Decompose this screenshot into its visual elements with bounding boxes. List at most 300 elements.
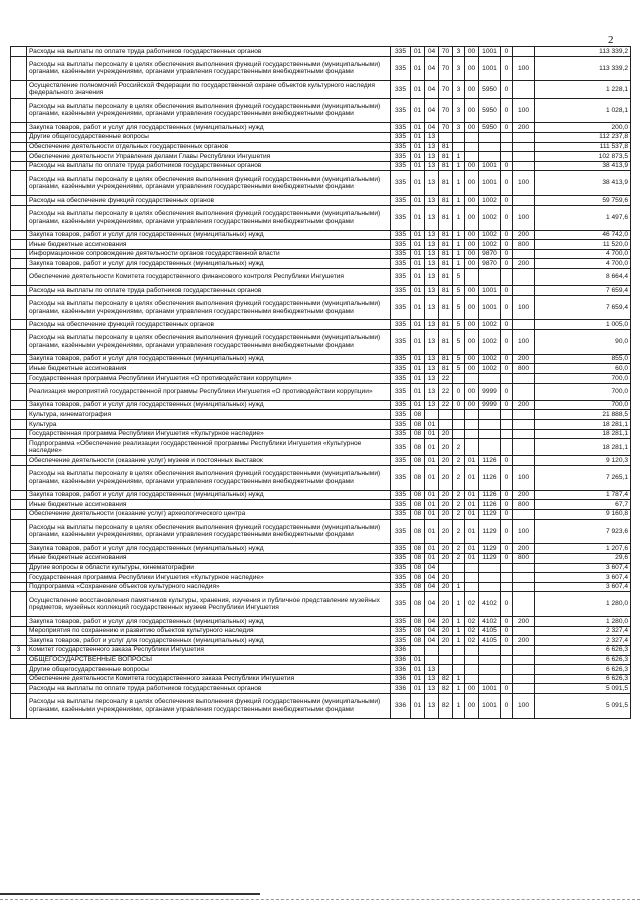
section-code-cell: 01	[411, 286, 425, 296]
expense-type-cell	[513, 582, 535, 592]
subprogram-code-cell: 1	[453, 626, 465, 636]
subprogram-code-cell	[453, 645, 465, 655]
subsection-code-cell: 13	[425, 684, 439, 694]
expense-type-cell	[513, 410, 535, 420]
subsection-code-cell: 13	[425, 674, 439, 684]
table-row	[11, 582, 631, 592]
subsection-code-cell: 04	[425, 563, 439, 573]
ministry-code-cell: 335	[391, 249, 411, 259]
index-cell	[11, 563, 27, 573]
main-event-code-cell: 02	[465, 626, 479, 636]
table-row	[11, 320, 631, 330]
amount-cell: 3 607,4	[535, 563, 631, 573]
amount-cell: 5 091,5	[535, 684, 631, 694]
table-row	[11, 354, 631, 364]
direction-code-cell: 1002	[479, 196, 501, 206]
suffix-code-cell: 0	[501, 123, 513, 133]
program-code-cell: 20	[439, 553, 453, 563]
section-code-cell: 08	[411, 582, 425, 592]
expense-type-cell: 200	[513, 544, 535, 554]
expense-type-cell: 200	[513, 354, 535, 364]
name-cell: Информационное сопровождение деятельности органов государственной власти	[27, 249, 391, 259]
subsection-code-cell: 01	[425, 509, 439, 519]
main-event-code-cell: 01	[465, 490, 479, 500]
name-cell: Расходы на выплаты по оплате труда работников государственных органов	[27, 161, 391, 171]
table-row	[11, 592, 631, 617]
name-cell: Обеспечение деятельности Управления делами Главы Республики Ингушетия	[27, 152, 391, 162]
direction-code-cell: 1002	[479, 205, 501, 230]
suffix-code-cell: 0	[501, 383, 513, 400]
name-cell: Расходы на выплаты персоналу в целях обеспечения выполнения функций государственными (муниципальными) органами, казёнными учреждениями, органами управления государственными внебюджетными фондами	[27, 466, 391, 491]
program-code-cell	[439, 563, 453, 573]
expense-type-cell: 100	[513, 295, 535, 320]
suffix-code-cell: 0	[501, 626, 513, 636]
index-cell	[11, 152, 27, 162]
expense-type-cell: 200	[513, 636, 535, 646]
expense-type-cell	[513, 420, 535, 430]
subsection-code-cell: 13	[425, 383, 439, 400]
index-cell	[11, 123, 27, 133]
main-event-code-cell	[465, 420, 479, 430]
suffix-code-cell: 0	[501, 205, 513, 230]
main-event-code-cell: 00	[465, 98, 479, 123]
program-code-cell: 20	[439, 573, 453, 583]
name-cell: Закупка товаров, работ и услуг для государственных (муниципальных) нужд	[27, 617, 391, 627]
suffix-code-cell	[501, 410, 513, 420]
amount-cell: 113 339,2	[535, 47, 631, 57]
direction-code-cell: 1002	[479, 364, 501, 374]
subsection-code-cell: 13	[425, 161, 439, 171]
main-event-code-cell	[465, 439, 479, 456]
index-cell	[11, 582, 27, 592]
section-code-cell: 08	[411, 636, 425, 646]
name-cell: Расходы на выплаты персоналу в целях обеспечения выполнения функций государственными (муниципальными) органами, казёнными учреждениями, органами управления государственными внебюджетными фондами	[27, 295, 391, 320]
subprogram-code-cell: 2	[453, 500, 465, 510]
suffix-code-cell: 0	[501, 320, 513, 330]
name-cell: Другие общегосударственные вопросы	[27, 665, 391, 675]
amount-cell: 200,0	[535, 123, 631, 133]
index-cell	[11, 509, 27, 519]
section-code-cell: 01	[411, 259, 425, 269]
direction-code-cell	[479, 439, 501, 456]
table-row	[11, 123, 631, 133]
ministry-code-cell: 335	[391, 374, 411, 384]
amount-cell: 112 237,8	[535, 132, 631, 142]
table-row	[11, 626, 631, 636]
table-row	[11, 132, 631, 142]
program-code-cell: 20	[439, 519, 453, 544]
ministry-code-cell: 335	[391, 490, 411, 500]
table-row	[11, 330, 631, 355]
table-row	[11, 98, 631, 123]
subsection-code-cell: 13	[425, 268, 439, 285]
index-cell	[11, 268, 27, 285]
subsection-code-cell	[425, 410, 439, 420]
amount-cell: 11 520,0	[535, 240, 631, 250]
section-code-cell: 01	[411, 142, 425, 152]
subprogram-code-cell: 2	[453, 553, 465, 563]
main-event-code-cell: 00	[465, 230, 479, 240]
suffix-code-cell	[501, 563, 513, 573]
index-cell	[11, 553, 27, 563]
section-code-cell: 01	[411, 364, 425, 374]
suffix-code-cell: 0	[501, 400, 513, 410]
index-cell	[11, 439, 27, 456]
table-row	[11, 674, 631, 684]
subprogram-code-cell: 2	[453, 519, 465, 544]
index-cell	[11, 693, 27, 718]
amount-cell: 60,0	[535, 364, 631, 374]
program-code-cell: 81	[439, 330, 453, 355]
ministry-code-cell: 335	[391, 259, 411, 269]
ministry-code-cell: 336	[391, 693, 411, 718]
subprogram-code-cell	[453, 563, 465, 573]
suffix-code-cell: 0	[501, 684, 513, 694]
program-code-cell: 81	[439, 364, 453, 374]
table-row	[11, 466, 631, 491]
section-code-cell: 08	[411, 429, 425, 439]
name-cell: Расходы на выплаты по оплате труда работников государственных органов	[27, 684, 391, 694]
suffix-code-cell	[501, 645, 513, 655]
program-code-cell: 70	[439, 98, 453, 123]
main-event-code-cell: 01	[465, 553, 479, 563]
index-cell	[11, 573, 27, 583]
direction-code-cell	[479, 573, 501, 583]
main-event-code-cell: 00	[465, 196, 479, 206]
ministry-code-cell: 335	[391, 383, 411, 400]
subprogram-code-cell: 5	[453, 354, 465, 364]
subprogram-code-cell: 1	[453, 617, 465, 627]
section-code-cell: 08	[411, 490, 425, 500]
program-code-cell: 70	[439, 47, 453, 57]
suffix-code-cell	[501, 429, 513, 439]
subsection-code-cell: 13	[425, 330, 439, 355]
expense-type-cell	[513, 320, 535, 330]
index-cell	[11, 142, 27, 152]
main-event-code-cell: 01	[465, 456, 479, 466]
ministry-code-cell: 336	[391, 684, 411, 694]
suffix-code-cell	[501, 132, 513, 142]
subsection-code-cell: 13	[425, 295, 439, 320]
expense-type-cell	[513, 626, 535, 636]
main-event-code-cell	[465, 132, 479, 142]
direction-code-cell	[479, 563, 501, 573]
name-cell: ОБЩЕГОСУДАРСТВЕННЫЕ ВОПРОСЫ	[27, 655, 391, 665]
main-event-code-cell: 00	[465, 330, 479, 355]
amount-cell: 6 626,3	[535, 674, 631, 684]
amount-cell: 4 700,0	[535, 249, 631, 259]
name-cell: Подпрограмма «Сохранение объектов культурного наследия»	[27, 582, 391, 592]
expense-type-cell: 800	[513, 240, 535, 250]
index-cell	[11, 286, 27, 296]
index-cell	[11, 81, 27, 98]
subsection-code-cell: 04	[425, 56, 439, 81]
subprogram-code-cell: 5	[453, 268, 465, 285]
amount-cell: 18 281,1	[535, 439, 631, 456]
table-row	[11, 636, 631, 646]
program-code-cell: 81	[439, 205, 453, 230]
subprogram-code-cell	[453, 374, 465, 384]
table-row	[11, 230, 631, 240]
ministry-code-cell: 335	[391, 509, 411, 519]
expense-type-cell	[513, 81, 535, 98]
name-cell: Другие общегосударственные вопросы	[27, 132, 391, 142]
suffix-code-cell: 0	[501, 171, 513, 196]
suffix-code-cell: 0	[501, 56, 513, 81]
section-code-cell: 08	[411, 439, 425, 456]
expense-type-cell	[513, 142, 535, 152]
ministry-code-cell: 335	[391, 364, 411, 374]
program-code-cell: 81	[439, 152, 453, 162]
section-code-cell: 01	[411, 374, 425, 384]
direction-code-cell: 9999	[479, 383, 501, 400]
index-cell	[11, 330, 27, 355]
subsection-code-cell: 01	[425, 429, 439, 439]
program-code-cell: 81	[439, 171, 453, 196]
ministry-code-cell: 335	[391, 354, 411, 364]
direction-code-cell	[479, 429, 501, 439]
program-code-cell	[439, 420, 453, 430]
main-event-code-cell	[465, 582, 479, 592]
direction-code-cell	[479, 582, 501, 592]
subprogram-code-cell: 1	[453, 205, 465, 230]
footer-rule	[0, 893, 260, 895]
program-code-cell: 20	[439, 500, 453, 510]
subsection-code-cell: 13	[425, 259, 439, 269]
table-row	[11, 693, 631, 718]
subsection-code-cell: 13	[425, 354, 439, 364]
table-row	[11, 617, 631, 627]
ministry-code-cell: 335	[391, 582, 411, 592]
subprogram-code-cell: 2	[453, 490, 465, 500]
amount-cell: 1 280,0	[535, 592, 631, 617]
name-cell: Закупка товаров, работ и услуг для государственных (муниципальных) нужд	[27, 123, 391, 133]
index-cell	[11, 295, 27, 320]
ministry-code-cell: 335	[391, 230, 411, 240]
ministry-code-cell: 335	[391, 617, 411, 627]
budget-rows	[11, 47, 631, 719]
subprogram-code-cell: 1	[453, 152, 465, 162]
direction-code-cell: 4102	[479, 592, 501, 617]
name-cell: Государственная программа Республики Ингушетия «О противодействии коррупции»	[27, 374, 391, 384]
name-cell: Расходы на выплаты персоналу в целях обеспечения выполнения функций государственными (муниципальными) органами, казёнными учреждениями, органами управления государственными внебюджетными фондами	[27, 519, 391, 544]
direction-code-cell: 4105	[479, 636, 501, 646]
direction-code-cell: 1129	[479, 553, 501, 563]
ministry-code-cell: 336	[391, 645, 411, 655]
section-code-cell: 01	[411, 295, 425, 320]
subprogram-code-cell	[453, 573, 465, 583]
program-code-cell: 20	[439, 617, 453, 627]
direction-code-cell: 1001	[479, 684, 501, 694]
table-row	[11, 519, 631, 544]
name-cell: Расходы на выплаты персоналу в целях обеспечения выполнения функций государственными (муниципальными) органами, казёнными учреждениями, органами управления государственными внебюджетными фондами	[27, 205, 391, 230]
expense-type-cell	[513, 268, 535, 285]
expense-type-cell	[513, 563, 535, 573]
table-row	[11, 161, 631, 171]
subprogram-code-cell: 5	[453, 286, 465, 296]
subprogram-code-cell: 2	[453, 509, 465, 519]
index-cell	[11, 132, 27, 142]
amount-cell: 1 005,0	[535, 320, 631, 330]
ministry-code-cell: 335	[391, 592, 411, 617]
suffix-code-cell: 0	[501, 592, 513, 617]
name-cell: Обеспечение деятельности Комитета государственного финансового контроля Республики Ингушетия	[27, 268, 391, 285]
suffix-code-cell: 0	[501, 230, 513, 240]
index-cell	[11, 374, 27, 384]
suffix-code-cell: 0	[501, 259, 513, 269]
name-cell: Обеспечение деятельности отдельных государственных органов	[27, 142, 391, 152]
name-cell: Реализация мероприятий государственной программы Республики Ингушетия «О противодействии коррупции»	[27, 383, 391, 400]
expense-type-cell	[513, 249, 535, 259]
main-event-code-cell	[465, 655, 479, 665]
expense-type-cell	[513, 161, 535, 171]
subprogram-code-cell: 1	[453, 582, 465, 592]
subsection-code-cell: 04	[425, 98, 439, 123]
table-row	[11, 500, 631, 510]
section-code-cell: 01	[411, 249, 425, 259]
ministry-code-cell: 335	[391, 152, 411, 162]
amount-cell: 9 120,3	[535, 456, 631, 466]
main-event-code-cell: 00	[465, 240, 479, 250]
table-row	[11, 142, 631, 152]
ministry-code-cell: 335	[391, 500, 411, 510]
ministry-code-cell: 335	[391, 286, 411, 296]
expense-type-cell: 100	[513, 519, 535, 544]
index-cell	[11, 98, 27, 123]
table-row	[11, 295, 631, 320]
index-cell	[11, 196, 27, 206]
ministry-code-cell: 335	[391, 439, 411, 456]
main-event-code-cell: 00	[465, 259, 479, 269]
section-code-cell	[411, 645, 425, 655]
name-cell: Расходы на выплаты персоналу в целях обеспечения выполнения функций государственными (муниципальными) органами, казёнными учреждениями, органами управления государственными внебюджетными фондами	[27, 693, 391, 718]
subsection-code-cell: 13	[425, 693, 439, 718]
expense-type-cell: 200	[513, 617, 535, 627]
subprogram-code-cell: 1	[453, 196, 465, 206]
program-code-cell: 70	[439, 81, 453, 98]
name-cell: Осуществление полномочий Российской Федерации по государственной охране объектов культурного наследия федерального значения	[27, 81, 391, 98]
ministry-code-cell: 335	[391, 295, 411, 320]
section-code-cell: 01	[411, 693, 425, 718]
name-cell: Мероприятия по сохранению и развитию объектов культурного наследия	[27, 626, 391, 636]
subprogram-code-cell: 2	[453, 439, 465, 456]
suffix-code-cell: 0	[501, 693, 513, 718]
direction-code-cell: 1001	[479, 295, 501, 320]
ministry-code-cell: 335	[391, 400, 411, 410]
main-event-code-cell: 00	[465, 383, 479, 400]
table-row	[11, 665, 631, 675]
section-code-cell: 08	[411, 420, 425, 430]
amount-cell: 18 281,1	[535, 420, 631, 430]
subsection-code-cell: 01	[425, 439, 439, 456]
subprogram-code-cell: 1	[453, 693, 465, 718]
subsection-code-cell: 13	[425, 230, 439, 240]
amount-cell: 1 207,6	[535, 544, 631, 554]
expense-type-cell	[513, 665, 535, 675]
table-row	[11, 439, 631, 456]
section-code-cell: 08	[411, 544, 425, 554]
direction-code-cell: 9870	[479, 249, 501, 259]
table-row	[11, 553, 631, 563]
subsection-code-cell: 01	[425, 456, 439, 466]
index-cell	[11, 259, 27, 269]
amount-cell: 2 327,4	[535, 626, 631, 636]
main-event-code-cell: 00	[465, 81, 479, 98]
program-code-cell: 20	[439, 582, 453, 592]
name-cell: Расходы на выплаты персоналу в целях обеспечения выполнения функций государственными (муниципальными) органами, казёнными учреждениями, органами управления государственными внебюджетными фондами	[27, 330, 391, 355]
index-cell	[11, 354, 27, 364]
program-code-cell: 81	[439, 354, 453, 364]
table-row	[11, 563, 631, 573]
subprogram-code-cell: 1	[453, 230, 465, 240]
index-cell	[11, 420, 27, 430]
direction-code-cell	[479, 152, 501, 162]
subsection-code-cell: 13	[425, 171, 439, 196]
main-event-code-cell: 00	[465, 123, 479, 133]
subsection-code-cell: 13	[425, 364, 439, 374]
direction-code-cell	[479, 132, 501, 142]
section-code-cell: 01	[411, 674, 425, 684]
index-cell	[11, 544, 27, 554]
subsection-code-cell: 13	[425, 132, 439, 142]
index-cell	[11, 410, 27, 420]
main-event-code-cell	[465, 410, 479, 420]
subprogram-code-cell	[453, 655, 465, 665]
index-cell	[11, 161, 27, 171]
ministry-code-cell: 335	[391, 56, 411, 81]
name-cell: Иные бюджетные ассигнования	[27, 553, 391, 563]
expense-type-cell	[513, 286, 535, 296]
subprogram-code-cell	[453, 410, 465, 420]
subsection-code-cell: 04	[425, 617, 439, 627]
subprogram-code-cell	[453, 429, 465, 439]
direction-code-cell: 1001	[479, 693, 501, 718]
name-cell: Закупка товаров, работ и услуг для государственных (муниципальных) нужд	[27, 544, 391, 554]
main-event-code-cell: 01	[465, 519, 479, 544]
program-code-cell: 81	[439, 142, 453, 152]
name-cell: Расходы на выплаты персоналу в целях обеспечения выполнения функций государственными (муниципальными) органами, казёнными учреждениями, органами управления государственными внебюджетными фондами	[27, 171, 391, 196]
ministry-code-cell: 335	[391, 420, 411, 430]
program-code-cell: 20	[439, 626, 453, 636]
direction-code-cell: 1126	[479, 500, 501, 510]
suffix-code-cell	[501, 665, 513, 675]
subsection-code-cell: 01	[425, 544, 439, 554]
name-cell: Комитет государственного заказа Республики Ингушетия	[27, 645, 391, 655]
table-row	[11, 47, 631, 57]
subprogram-code-cell: 1	[453, 161, 465, 171]
subsection-code-cell: 13	[425, 240, 439, 250]
suffix-code-cell: 0	[501, 249, 513, 259]
index-cell	[11, 320, 27, 330]
amount-cell: 2 327,4	[535, 636, 631, 646]
name-cell: Осуществление восстановления памятников культуры, хранения, изучения и публичное представление музейных предметов, музейных коллекций государственных музеев Республики Ингушетия	[27, 592, 391, 617]
name-cell: Закупка товаров, работ и услуг для государственных (муниципальных) нужд	[27, 230, 391, 240]
subprogram-code-cell: 0	[453, 383, 465, 400]
main-event-code-cell	[465, 563, 479, 573]
table-row	[11, 429, 631, 439]
program-code-cell: 20	[439, 592, 453, 617]
expense-type-cell	[513, 47, 535, 57]
subsection-code-cell: 04	[425, 573, 439, 583]
main-event-code-cell	[465, 665, 479, 675]
subsection-code-cell: 13	[425, 249, 439, 259]
suffix-code-cell: 0	[501, 354, 513, 364]
expense-type-cell: 200	[513, 490, 535, 500]
section-code-cell: 01	[411, 655, 425, 665]
ministry-code-cell: 335	[391, 573, 411, 583]
ministry-code-cell: 336	[391, 665, 411, 675]
section-code-cell: 01	[411, 196, 425, 206]
